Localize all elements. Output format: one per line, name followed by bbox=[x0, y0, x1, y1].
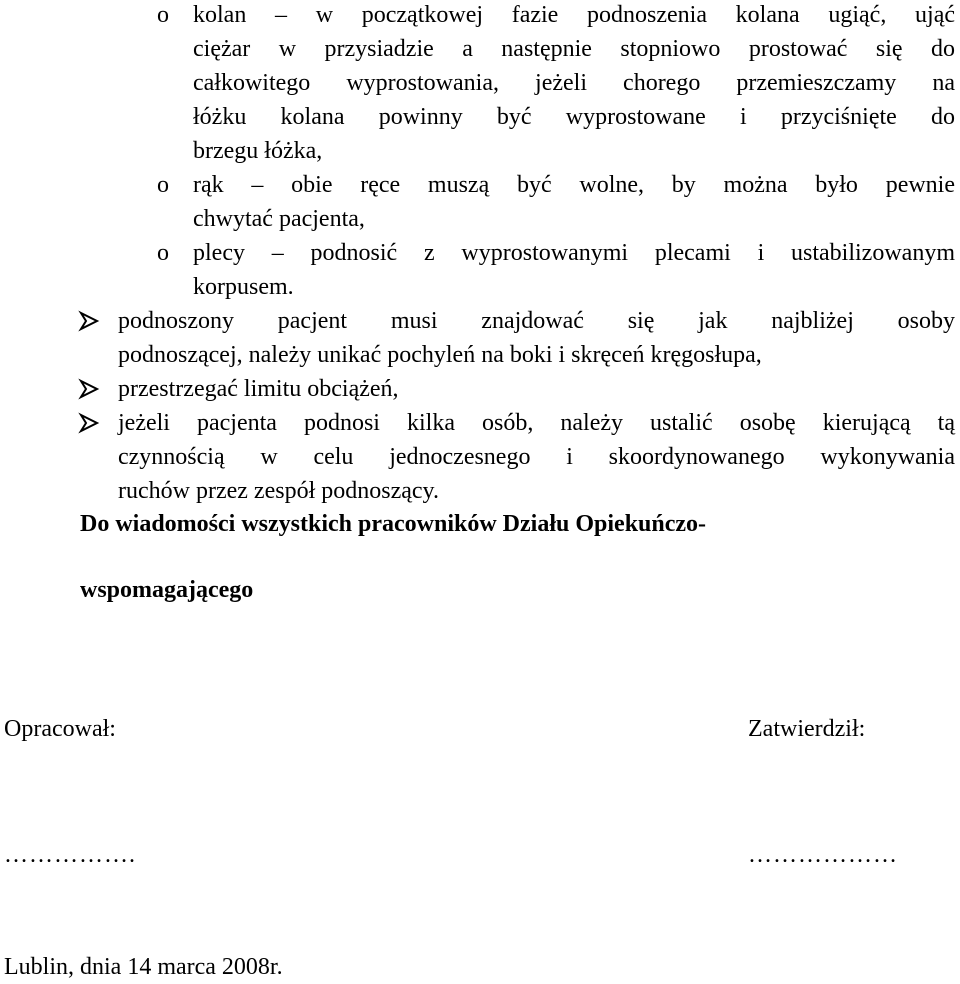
arrow-bullet-icon bbox=[78, 310, 100, 332]
bullet-line: przestrzegać limitu obciążeń, bbox=[118, 376, 399, 402]
prepared-by-signature-line: ……………. bbox=[4, 842, 136, 868]
sub-item-line: kolan – w początkowej fazie podnoszenia kolana ugiąć, ująć bbox=[193, 2, 955, 28]
sub-item-line: brzegu łóżka, bbox=[193, 138, 323, 164]
sub-item-line: rąk – obie ręce muszą być wolne, by można było pewnie bbox=[193, 172, 955, 198]
bullet-line: ruchów przez zespół podnoszący. bbox=[118, 478, 439, 504]
notice-line: wspomagającego bbox=[80, 577, 254, 603]
sub-item-line: łóżku kolana powinny być wyprostowane i przyciśnięte do bbox=[193, 104, 955, 130]
bullet-line: jeżeli pacjenta podnosi kilka osób, należy ustalić osobę kierującą tą bbox=[118, 410, 955, 436]
sub-item-line: ciężar w przysiadzie a następnie stopniowo prostować się do bbox=[193, 36, 955, 62]
bullet-line: podnoszony pacjent musi znajdować się jak najbliżej osoby bbox=[118, 308, 955, 334]
bullet-line: czynnością w celu jednoczesnego i skoordynowanego wykonywania bbox=[118, 444, 955, 470]
sub-item-marker: o bbox=[157, 240, 169, 266]
sub-item-marker: o bbox=[157, 172, 169, 198]
notice-line: Do wiadomości wszystkich pracowników Działu Opiekuńczo- bbox=[80, 511, 707, 537]
bullet-line: podnoszącej, należy unikać pochyleń na boki i skręceń kręgosłupa, bbox=[118, 342, 762, 368]
sub-item-line: chwytać pacjenta, bbox=[193, 206, 365, 232]
sub-item-line: korpusem. bbox=[193, 274, 294, 300]
approved-by-label: Zatwierdził: bbox=[748, 716, 866, 742]
approved-by-signature-line: ……………… bbox=[748, 842, 898, 868]
sub-item-marker: o bbox=[157, 2, 169, 28]
sub-item-line: całkowitego wyprostowania, jeżeli chorego przemieszczamy na bbox=[193, 70, 955, 96]
place-and-date: Lublin, dnia 14 marca 2008r. bbox=[4, 954, 283, 980]
sub-item-line: plecy – podnosić z wyprostowanymi plecami i ustabilizowanym bbox=[193, 240, 955, 266]
arrow-bullet-icon bbox=[78, 378, 100, 400]
prepared-by-label: Opracował: bbox=[4, 716, 116, 742]
arrow-bullet-icon bbox=[78, 412, 100, 434]
